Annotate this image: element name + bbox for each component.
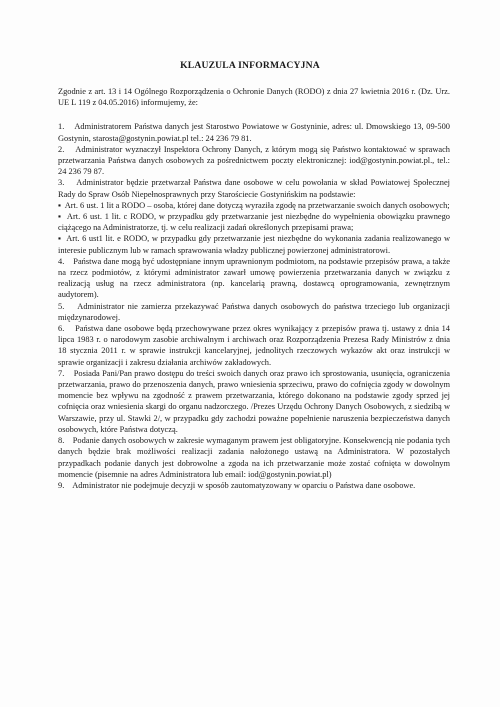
document-body	[58, 86, 450, 491]
paragraph-9: 9. Administrator nie podejmuje decyzji w sposób zautomatyzowany w oparciu o Państwa dane osobowe.	[58, 480, 416, 490]
paragraph-7: 7. Posiada Pani/Pan prawo dostępu do treści swoich danych oraz prawo ich sprostowania, usunięcia, ograniczenia przetwarzania, prawo do przenoszenia danych, prawo wniesienia sprzeciwu, prawo do cofnięcia zgody w dowolnym momencie bez wpływu na zgodność z prawem przetwarzania, którego dokonano na podstawie zgody sprzed jej cofnięcia oraz wniesienia skargi do organu nadzorczego. /Prezes Urzędu Ochrony Danych Osobowych, z siedzibą w Warszawie, przy ul. Stawki 2/, w przypadku gdy zachodzi poważne popełnienie naruszenia bezpieczeństwa danych osobowych, które Państwa dotyczą.	[58, 368, 450, 434]
paragraph-8: 8. Podanie danych osobowych w zakresie wymaganym prawem jest obligatoryjne. Konsekwencją nie podania tych danych będzie brak możliwości realizacji zadania nałożonego ustawą na Administratora. W pozostałych przypadkach podanie danych jest dobrowolne a zgoda na ich przetwarzanie może zostać cofnięta w dowolnym momencie (pisemnie na adres Administratora lub email: iod@gostynin.powiat.pl)	[58, 436, 450, 479]
document-title: KLAUZULA INFORMACYJNA	[180, 60, 320, 71]
paragraph-4: 4. Państwa dane mogą być udostępniane innym uprawnionym podmiotom, na podstawie przepisów prawa, a także na rzecz podmiotów, z którymi administrator zawarł umowę powierzenia przetwarzania danych w związku z realizacją usług na rzecz administratora (np. kancelarią prawną, dostawcą oprogramowania, zewnętrznym audytorem).	[58, 256, 450, 300]
paragraph-1: 1. Administratorem Państwa danych jest Starostwo Powiatowe w Gostyninie, adres: ul. Dmowskiego 13, 09-500 Gostynin, starosta@gostynin.powiat.pl tel.: 24 236 79 81.	[58, 122, 450, 143]
bullet-item-1: ▪ Art. 6 ust. 1 lit a RODO – osoba, której dane dotyczą wyraziła zgodę na przetwarzanie swoich danych osobowych;	[58, 200, 450, 210]
intro-paragraph: Zgodnie z art. 13 i 14 Ogólnego Rozporządzenia o Ochronie Danych (RODO) z dnia 27 kwietnia 2016 r. (Dz. Urz. UE L 119 z 04.05.2016) informujemy, że:	[58, 87, 450, 108]
paragraph-2: 2. Administrator wyznaczył Inspektora Ochrony Danych, z którym mogą się Państwo kontaktować w sprawach przetwarzania Państwa danych osobowych za pośrednictwem poczty elektronicznej: iod@gostynin.powiat.pl., tel.: 24 236 79 87.	[58, 144, 450, 177]
paragraph-6: 6. Państwa dane osobowe będą przechowywane przez okres wynikający z przepisów prawa tj. ustawy z dnia 14 lipca 1983 r. o narodowym zasobie archiwalnym i archiwach oraz Rozporządzenia Prezesa Rady Ministrów z dnia 18 stycznia 2011 r. w sprawie instrukcji kancelaryjnej, jednolitych rzeczowych wykazów akt oraz instrukcji w sprawie organizacji i zakresu działania archiwów zakładowych.	[58, 324, 450, 367]
bullet-item-3: ▪ Art. 6 ust1 lit. e RODO, w przypadku gdy przetwarzanie jest niezbędne do wykonania zadania realizowanego w interesie publicznym lub w ramach sprawowania władzy publicznej powierzonej administratorowi.	[58, 234, 450, 255]
paragraph-5: 5. Administrator nie zamierza przekazywać Państwa danych osobowych do państwa trzeciego lub organizacji międzynarodowej.	[58, 301, 450, 322]
paragraph-3: 3. Administrator będzie przetwarzał Państwa dane osobowe w celu powołania w skład Powiatowej Społecznej Rady do Spraw Osób Niepełnosprawnych przy Starościecie Gostynińskim na podstawie:	[58, 178, 450, 199]
bullet-item-2: ▪ Art. 6 ust. 1 lit. c RODO, w przypadku gdy przetwarzanie jest niezbędne do wypełnienia obowiązku prawnego ciążącego na Administratorze, tj. w celu realizacji zadań określonych przepisami prawa;	[58, 212, 450, 233]
